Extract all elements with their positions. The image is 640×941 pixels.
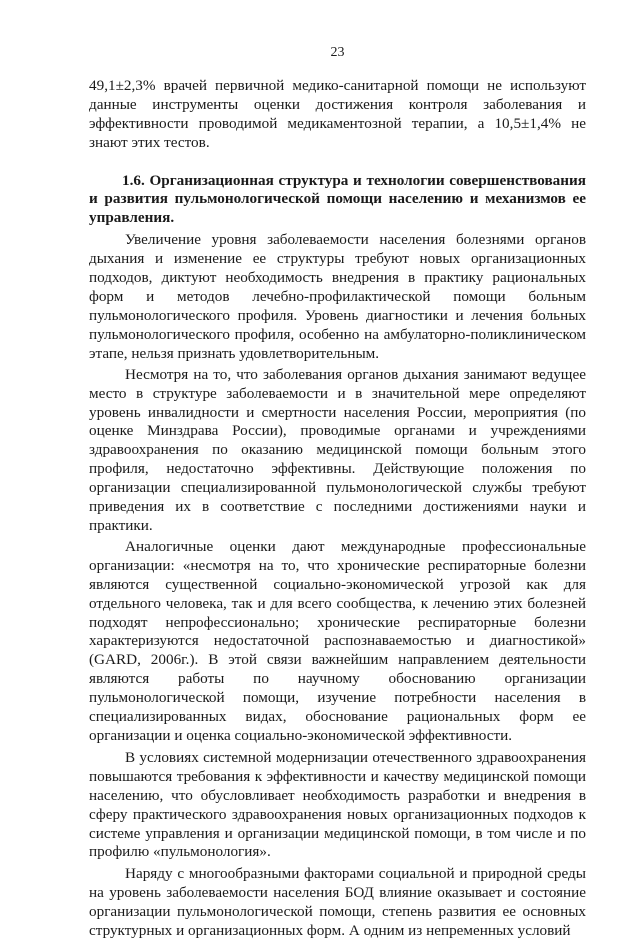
- section-paragraph-1: Увеличение уровня заболеваемости населения болезнями органов дыхания и изменение ее структуры требуют новых организационных подходов, диктуют необходимость внедрения в практику рациональных форм и методов лечебно-профилактической помощи больным пульмонологического профиля. Уровень диагностики и лечения больных пульмонологического профиля, особенно на амбулаторно-поликлиническом этапе, нельзя признать удовлетворительным.: [89, 231, 586, 362]
- section-paragraph-3: Аналогичные оценки дают международные профессиональные организации: «несмотря на то, что хронические респираторные болезни являются существенной социально-экономической угрозой как для отдельного человека, так и для всего сообщества, к лечению этих болезней подходят непрофессионально; хронические респираторные болезни характеризуются недостаточной распознаваемостью и диагностикой» (GARD, 2006г.). В этой связи важнейшим направлением деятельности являются работы по научному обоснованию организации пульмонологической помощи, изучение потребности населения в специализированных видах, обоснование рациональных форм ее организации и оценка социально-экономической эффективности.: [89, 537, 586, 744]
- page-number: 23: [330, 45, 345, 60]
- intro-paragraph: 49,1±2,3% врачей первичной медико-санитарной помощи не используют данные инструменты оценки достижения контроля заболевания и эффективности проводимой медикаментозной терапии, а 10,5±1,4% не знают этих тестов.: [89, 77, 586, 151]
- section-paragraph-2: Несмотря на то, что заболевания органов дыхания занимают ведущее место в структуре заболеваемости и в значительной мере определяют уровень инвалидности и смертности населения России, мероприятия (по оценке Минздрава России), проводимые органами и учреждениями здравоохранения по оказанию медицинской помощи больным этого профиля, недостаточно эффективны. Действующие положения по организации специализированной пульмонологической службы требуют приведения их в соответствие с последними достижениями науки и практики.: [89, 365, 586, 534]
- section-paragraph-4: В условиях системной модернизации отечественного здравоохранения повышаются требования к эффективности и качеству медицинской помощи населению, что обусловливает необходимость разработки и внедрения в сферу практического здравоохранения новых организационных подходов к системе управления и организации медицинской помощи, в том числе и по профилю «пульмонология».: [89, 748, 586, 861]
- section-heading: 1.6. Организационная структура и технологии совершенствования и развития пульмонологической помощи населению и механизмов ее управления.: [89, 171, 586, 226]
- section-paragraph-5: Наряду с многообразными факторами социальной и природной среды на уровень заболеваемости населения БОД влияние оказывает и состояние организации пульмонологической помощи, степень развития ее основных структурных и организационных форм. А одним из непременных условий: [89, 865, 586, 940]
